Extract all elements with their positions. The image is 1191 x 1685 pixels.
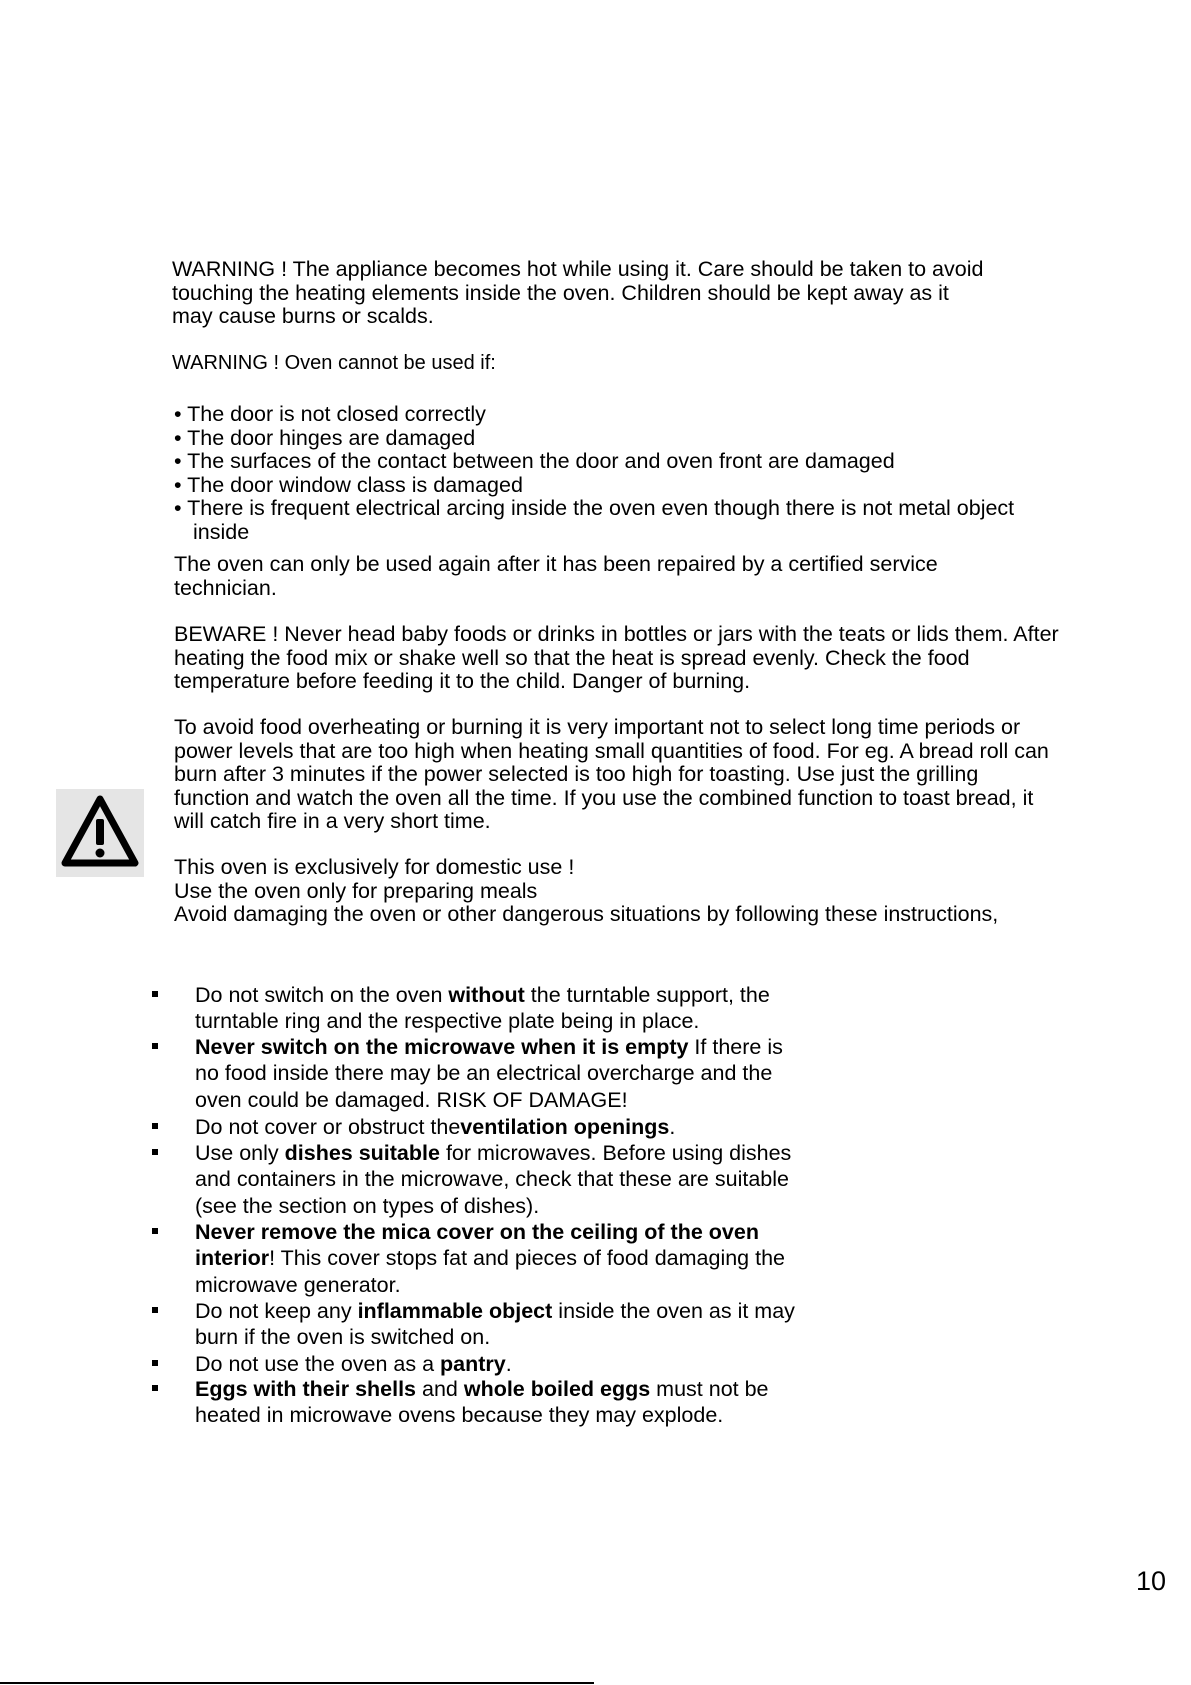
bullet-square-icon [152, 1385, 158, 1391]
conditions-list [174, 403, 1014, 545]
bullet-square-icon [152, 1360, 158, 1366]
bullet-square-icon [152, 991, 158, 997]
bullet-square-icon [152, 1228, 158, 1234]
repair-text: The oven can only be used again after it has been repaired by a certified service technician. [174, 552, 938, 600]
condition-item: • There is frequent electrical arcing inside the oven even though there is not metal object [174, 496, 1015, 521]
condition-item-continued: inside [193, 519, 250, 544]
bullet-square-icon [152, 1307, 158, 1313]
warning-triangle-icon [56, 789, 144, 877]
condition-item: • The door hinges are damaged [174, 425, 476, 450]
page-number: 10 [1135, 1566, 1166, 1596]
bullet-square-icon [152, 1123, 158, 1129]
warning-hot-text: WARNING ! The appliance becomes hot while using it. Care should be taken to avoid touching the heating elements inside the oven. Children should be kept away as it may cause burns or scalds. [172, 257, 984, 329]
overheating-text: To avoid food overheating or burning it is very important not to select long time periods or power levels that are too high when heating small quantities of food. For eg. A bread roll can burn after 3 minutes if the power selected is too high for toasting. Use just the grilling function and watch the oven all the time. If you use the combined function to toast bread, it will catch fire in a very short time. [174, 715, 1049, 834]
bullet-square-icon [152, 1149, 158, 1155]
bullet-square-icon [152, 1043, 158, 1049]
condition-item: • The door window class is damaged [174, 472, 523, 497]
domestic-use-text: This oven is exclusively for domestic use ! Use the oven only for preparing meals Avoid damaging the oven or other dangerous situations by following these instructions, [174, 855, 999, 927]
beware-text: BEWARE ! Never head baby foods or drinks in bottles or jars with the teats or lids them. After heating the food mix or shake well so that the heat is spread evenly. Check the food temperature before feeding it to the child. Danger of burning. [174, 622, 1059, 694]
warning-cannot-use: WARNING ! Oven cannot be used if: [172, 352, 496, 374]
condition-item: • The surfaces of the contact between the door and oven front are damaged [174, 449, 895, 474]
bottom-divider [0, 1682, 594, 1684]
condition-item: • The door is not closed correctly [174, 402, 486, 426]
